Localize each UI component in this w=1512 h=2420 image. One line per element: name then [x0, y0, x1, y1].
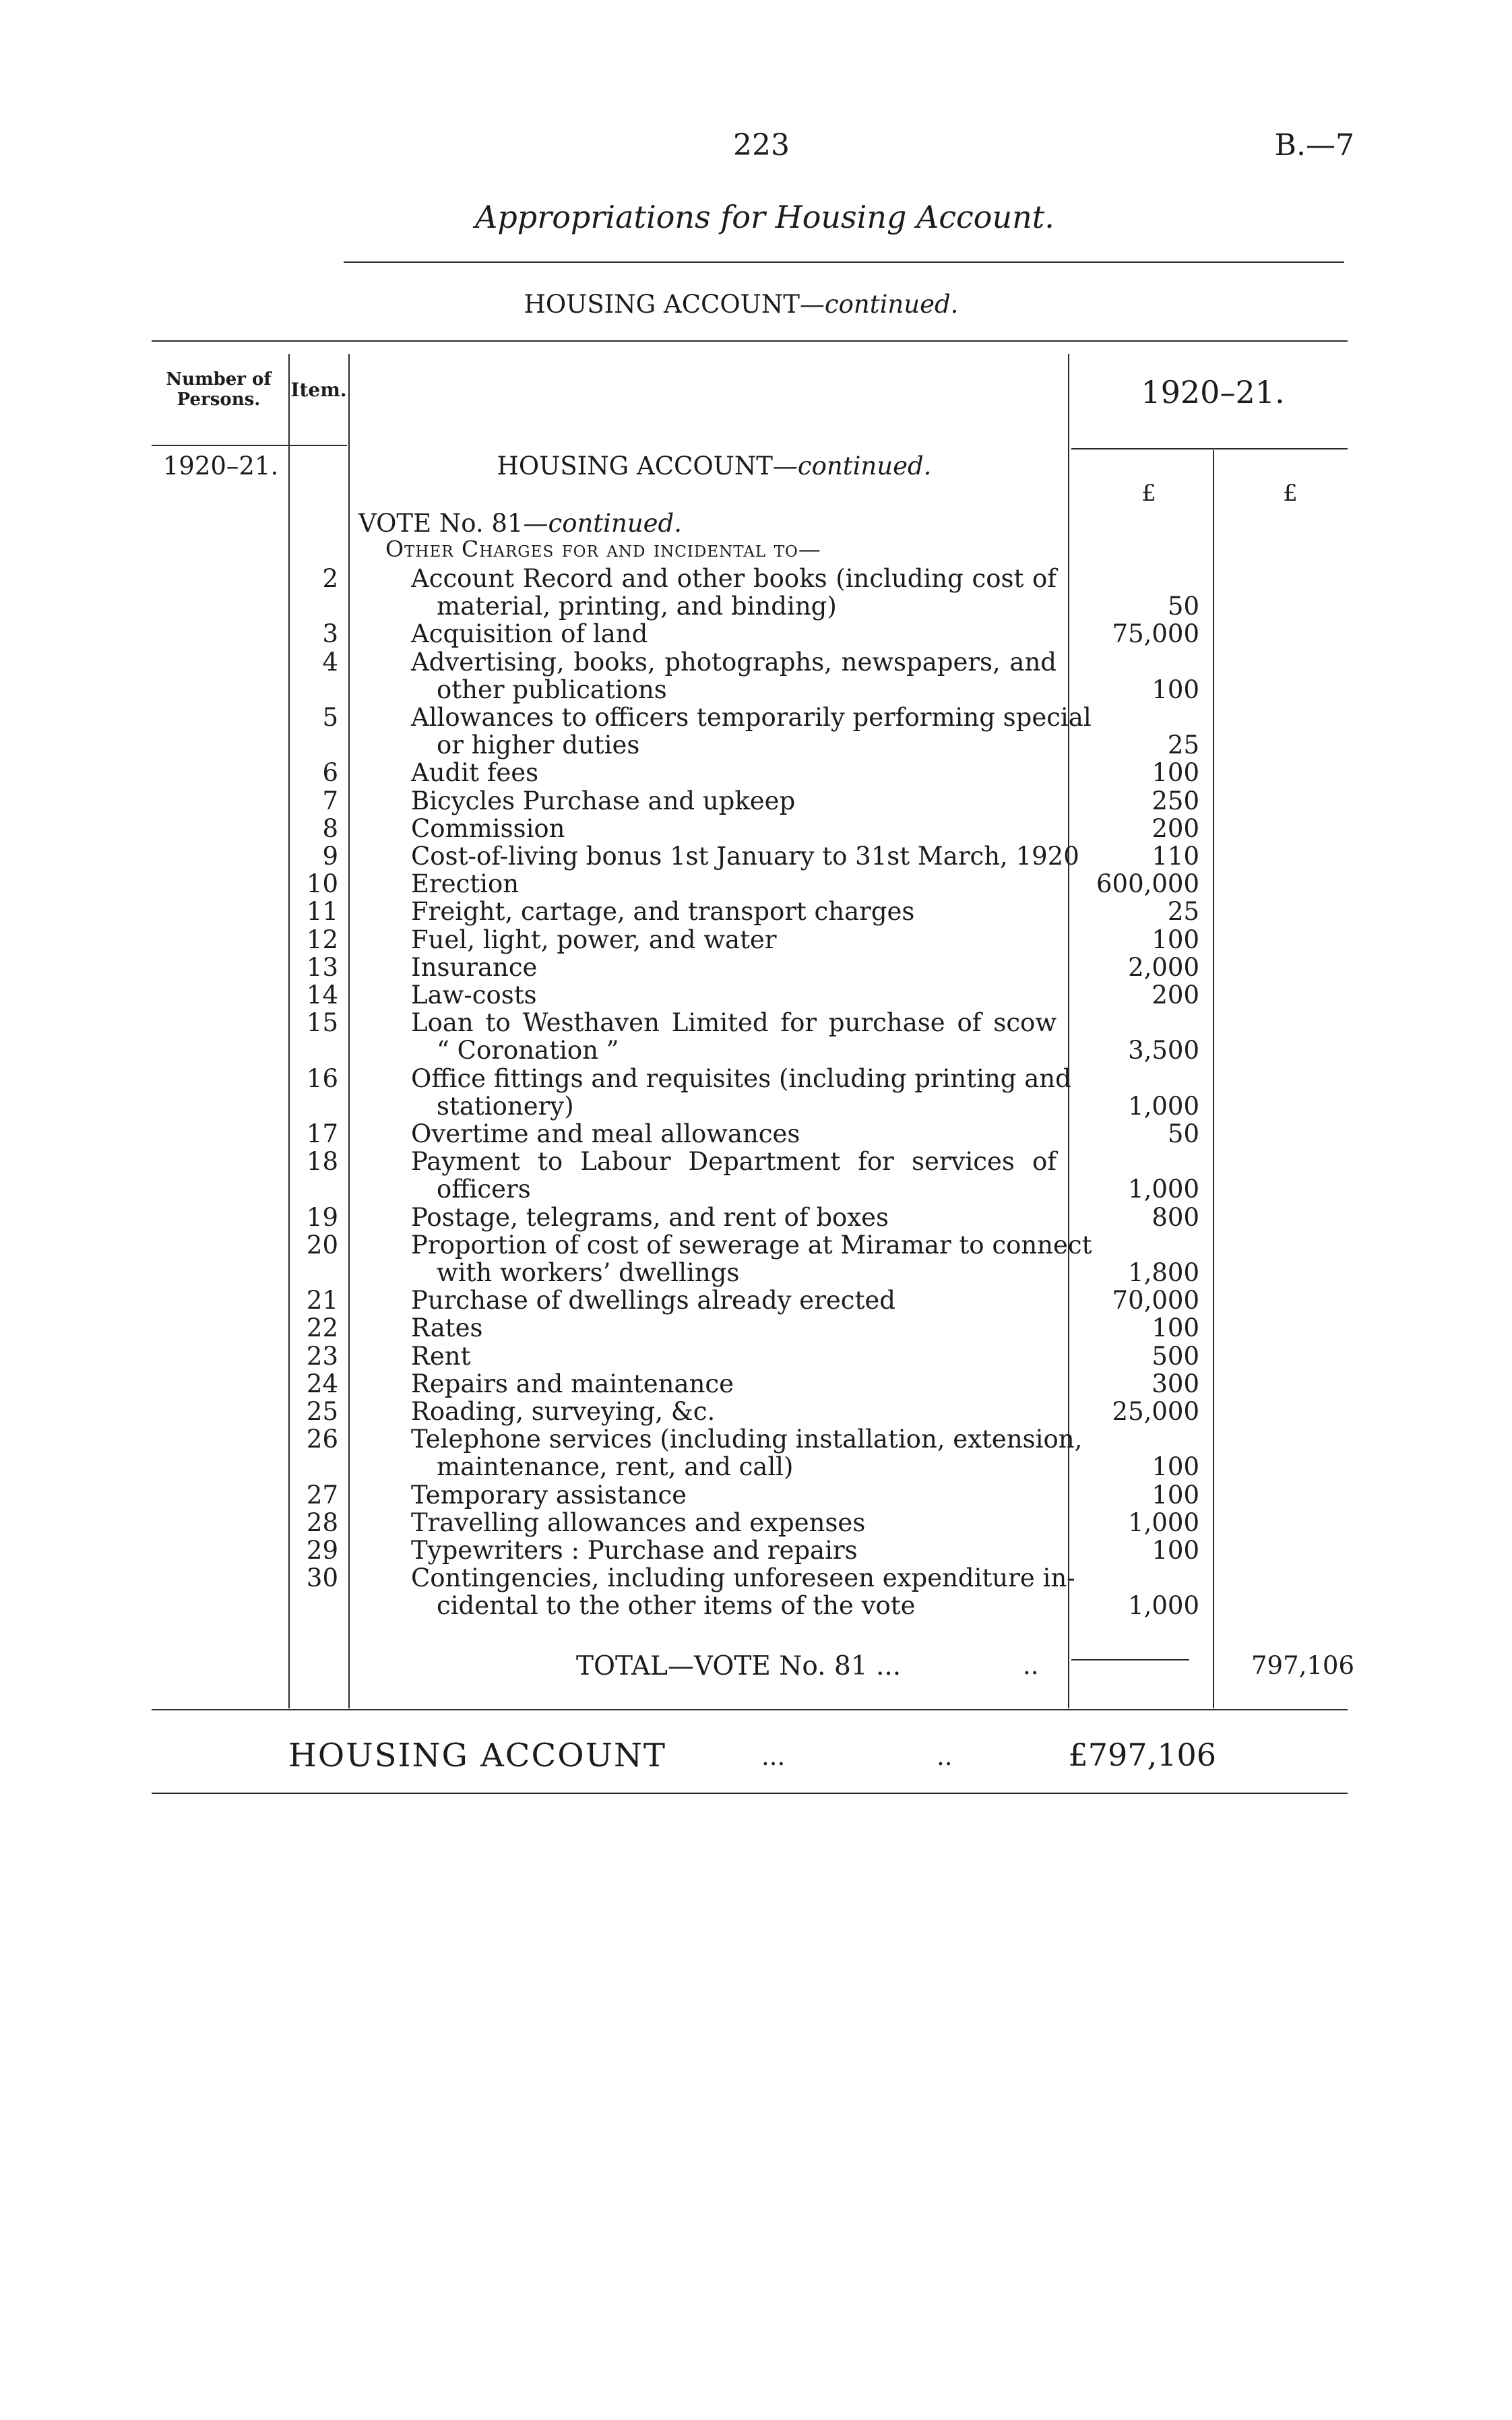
item-column-header: Item. — [290, 379, 347, 401]
item-amount: 1,000 — [1128, 1591, 1199, 1621]
item-amount: 1,800 — [1128, 1258, 1199, 1287]
item-description: Contingencies, including unforeseen expenditure in- — [411, 1563, 1075, 1593]
item-col-divider — [348, 354, 350, 1708]
item-description: Roading, surveying, &c. — [411, 1397, 716, 1426]
item-number: 21 — [306, 1286, 338, 1315]
item-description: Rates — [411, 1313, 483, 1343]
sub-heading — [377, 452, 1051, 480]
item-number: 26 — [306, 1425, 338, 1454]
item-number: 13 — [306, 952, 338, 982]
item-number: 7 — [322, 786, 338, 815]
item-number: 18 — [306, 1147, 338, 1177]
total-amount: 797,106 — [1251, 1651, 1354, 1680]
item-description: Postage, telegrams, and rent of boxes — [411, 1202, 889, 1232]
item-description: officers — [437, 1175, 531, 1204]
item-description: Typewriters : Purchase and repairs — [411, 1536, 858, 1565]
item-number: 30 — [306, 1563, 338, 1593]
section-heading-text: HOUSING ACCOUNT — [524, 290, 800, 319]
item-amount: 300 — [1152, 1369, 1199, 1398]
item-amount: 100 — [1152, 1452, 1199, 1482]
item-amount: 25,000 — [1112, 1397, 1199, 1426]
section-heading-suffix: —continued. — [799, 290, 959, 319]
item-number: 9 — [322, 842, 338, 871]
item-description: Commission — [411, 813, 565, 843]
sub-heading-text: HOUSING ACCOUNT — [497, 452, 773, 480]
item-description: or higher duties — [437, 731, 640, 760]
item-number: 6 — [322, 758, 338, 788]
item-amount: 50 — [1167, 592, 1199, 621]
item-amount: 3,500 — [1128, 1036, 1199, 1065]
item-description: with workers’ dwellings — [437, 1258, 740, 1287]
item-amount: 250 — [1152, 786, 1199, 815]
item-description: Rent — [411, 1341, 471, 1371]
item-amount: 100 — [1152, 1480, 1199, 1510]
item-amount: 25 — [1167, 731, 1199, 760]
item-description: Loan to Westhaven Limited for purchase of scow — [411, 1008, 1057, 1038]
item-number: 16 — [306, 1063, 338, 1093]
summary-bottom-rule — [152, 1793, 1348, 1794]
persons-column-header: Number of Persons. — [166, 369, 272, 410]
total-dots: .. — [1023, 1651, 1039, 1680]
vote-title-suffix: —continued. — [523, 509, 683, 538]
item-number: 10 — [306, 869, 338, 899]
item-description: Law-costs — [411, 981, 537, 1010]
table-top-rule — [152, 340, 1348, 342]
total-col-divider — [1213, 450, 1214, 1708]
year-column-header: 1920–21. — [1141, 374, 1285, 410]
summary-amount: £797,106 — [1068, 1737, 1216, 1773]
item-description: Overtime and meal allowances — [411, 1119, 800, 1148]
item-description: Erection — [411, 869, 519, 899]
item-amount: 100 — [1152, 1313, 1199, 1343]
item-description: Temporary assistance — [411, 1480, 687, 1510]
persons-year: 1920–21. — [162, 452, 279, 480]
item-description: Payment to Labour Department for services of — [411, 1147, 1057, 1177]
item-amount: 50 — [1167, 1119, 1199, 1148]
item-description: Advertising, books, photographs, newspapers, and — [411, 647, 1057, 677]
item-amount: 200 — [1152, 981, 1199, 1010]
item-number: 27 — [306, 1480, 338, 1510]
currency-symbol-amount: £ — [1141, 480, 1156, 507]
item-amount: 1,000 — [1128, 1175, 1199, 1204]
item-description: stationery) — [437, 1091, 574, 1121]
subtotal-rule — [1071, 1659, 1189, 1661]
item-number: 2 — [322, 564, 338, 593]
item-description: Bicycles Purchase and upkeep — [411, 786, 796, 815]
item-amount: 100 — [1152, 1536, 1199, 1565]
item-header-rule — [290, 445, 347, 446]
item-description: Freight, cartage, and transport charges — [411, 897, 915, 927]
section-heading — [404, 290, 1078, 319]
item-description: Account Record and other books (including cost of — [411, 564, 1057, 593]
item-amount: 500 — [1152, 1341, 1199, 1371]
item-number: 8 — [322, 813, 338, 843]
item-amount: 1,000 — [1128, 1508, 1199, 1537]
page-title: Appropriations for Housing Account. — [475, 199, 1054, 235]
item-number: 4 — [322, 647, 338, 677]
item-amount: 75,000 — [1112, 619, 1199, 649]
item-amount: 25 — [1167, 897, 1199, 927]
page-number: 223 — [733, 128, 790, 162]
item-number: 15 — [306, 1008, 338, 1038]
persons-col-divider — [288, 354, 290, 1708]
item-amount: 70,000 — [1112, 1286, 1199, 1315]
item-number: 17 — [306, 1119, 338, 1148]
item-number: 22 — [306, 1313, 338, 1343]
item-amount: 2,000 — [1128, 952, 1199, 982]
table-bottom-rule — [152, 1709, 1348, 1710]
item-description: other publications — [437, 675, 667, 704]
summary-dots-1: ... — [761, 1742, 786, 1771]
currency-symbol-total: £ — [1283, 480, 1298, 507]
item-description: Cost-of-living bonus 1st January to 31st March, 1920 — [411, 842, 1079, 871]
total-label: TOTAL—VOTE No. 81 ... — [576, 1651, 902, 1681]
item-description: Insurance — [411, 952, 538, 982]
item-description: maintenance, rent, and call) — [437, 1452, 794, 1482]
page-code: B.—7 — [1274, 128, 1354, 162]
item-amount: 110 — [1152, 842, 1199, 871]
item-number: 25 — [306, 1397, 338, 1426]
year-header-rule — [1071, 448, 1348, 449]
item-description: cidental to the other items of the vote — [437, 1591, 916, 1621]
item-number: 5 — [322, 703, 338, 732]
item-number: 3 — [322, 619, 338, 649]
item-description: Repairs and maintenance — [411, 1369, 734, 1398]
item-number: 11 — [306, 897, 338, 927]
item-description: material, printing, and binding) — [437, 592, 837, 621]
vote-subhead: Other Charges for and incidental to— — [385, 536, 821, 562]
item-number: 12 — [306, 925, 338, 954]
item-number: 20 — [306, 1230, 338, 1260]
item-description: Allowances to officers temporarily performing special — [411, 703, 1092, 732]
item-amount: 1,000 — [1128, 1091, 1199, 1121]
item-description: “ Coronation ” — [437, 1036, 619, 1065]
item-description: Office fittings and requisites (including printing and — [411, 1063, 1071, 1093]
item-description: Travelling allowances and expenses — [411, 1508, 866, 1537]
vote-title — [358, 509, 682, 538]
item-amount: 100 — [1152, 675, 1199, 704]
vote-title-text: VOTE No. 81 — [358, 509, 524, 538]
item-number: 24 — [306, 1369, 338, 1398]
item-number: 19 — [306, 1202, 338, 1232]
summary-label: HOUSING ACCOUNT — [288, 1737, 667, 1774]
item-description: Purchase of dwellings already erected — [411, 1286, 895, 1315]
title-rule — [344, 261, 1344, 263]
amount-col-divider — [1068, 354, 1069, 1708]
item-description: Proportion of cost of sewerage at Miramar to connect — [411, 1230, 1092, 1260]
item-description: Acquisition of land — [411, 619, 648, 649]
item-number: 14 — [306, 981, 338, 1010]
item-amount: 800 — [1152, 1202, 1199, 1232]
sub-heading-suffix: —continued. — [772, 452, 932, 480]
item-amount: 100 — [1152, 758, 1199, 788]
item-number: 23 — [306, 1341, 338, 1371]
item-description: Fuel, light, power, and water — [411, 925, 777, 954]
item-amount: 200 — [1152, 813, 1199, 843]
item-amount: 100 — [1152, 925, 1199, 954]
item-description: Audit fees — [411, 758, 539, 788]
summary-dots-2: .. — [937, 1742, 953, 1771]
item-description: Telephone services (including installation, extension, — [411, 1425, 1083, 1454]
item-amount: 600,000 — [1096, 869, 1199, 899]
item-number: 28 — [306, 1508, 338, 1537]
item-number: 29 — [306, 1536, 338, 1565]
